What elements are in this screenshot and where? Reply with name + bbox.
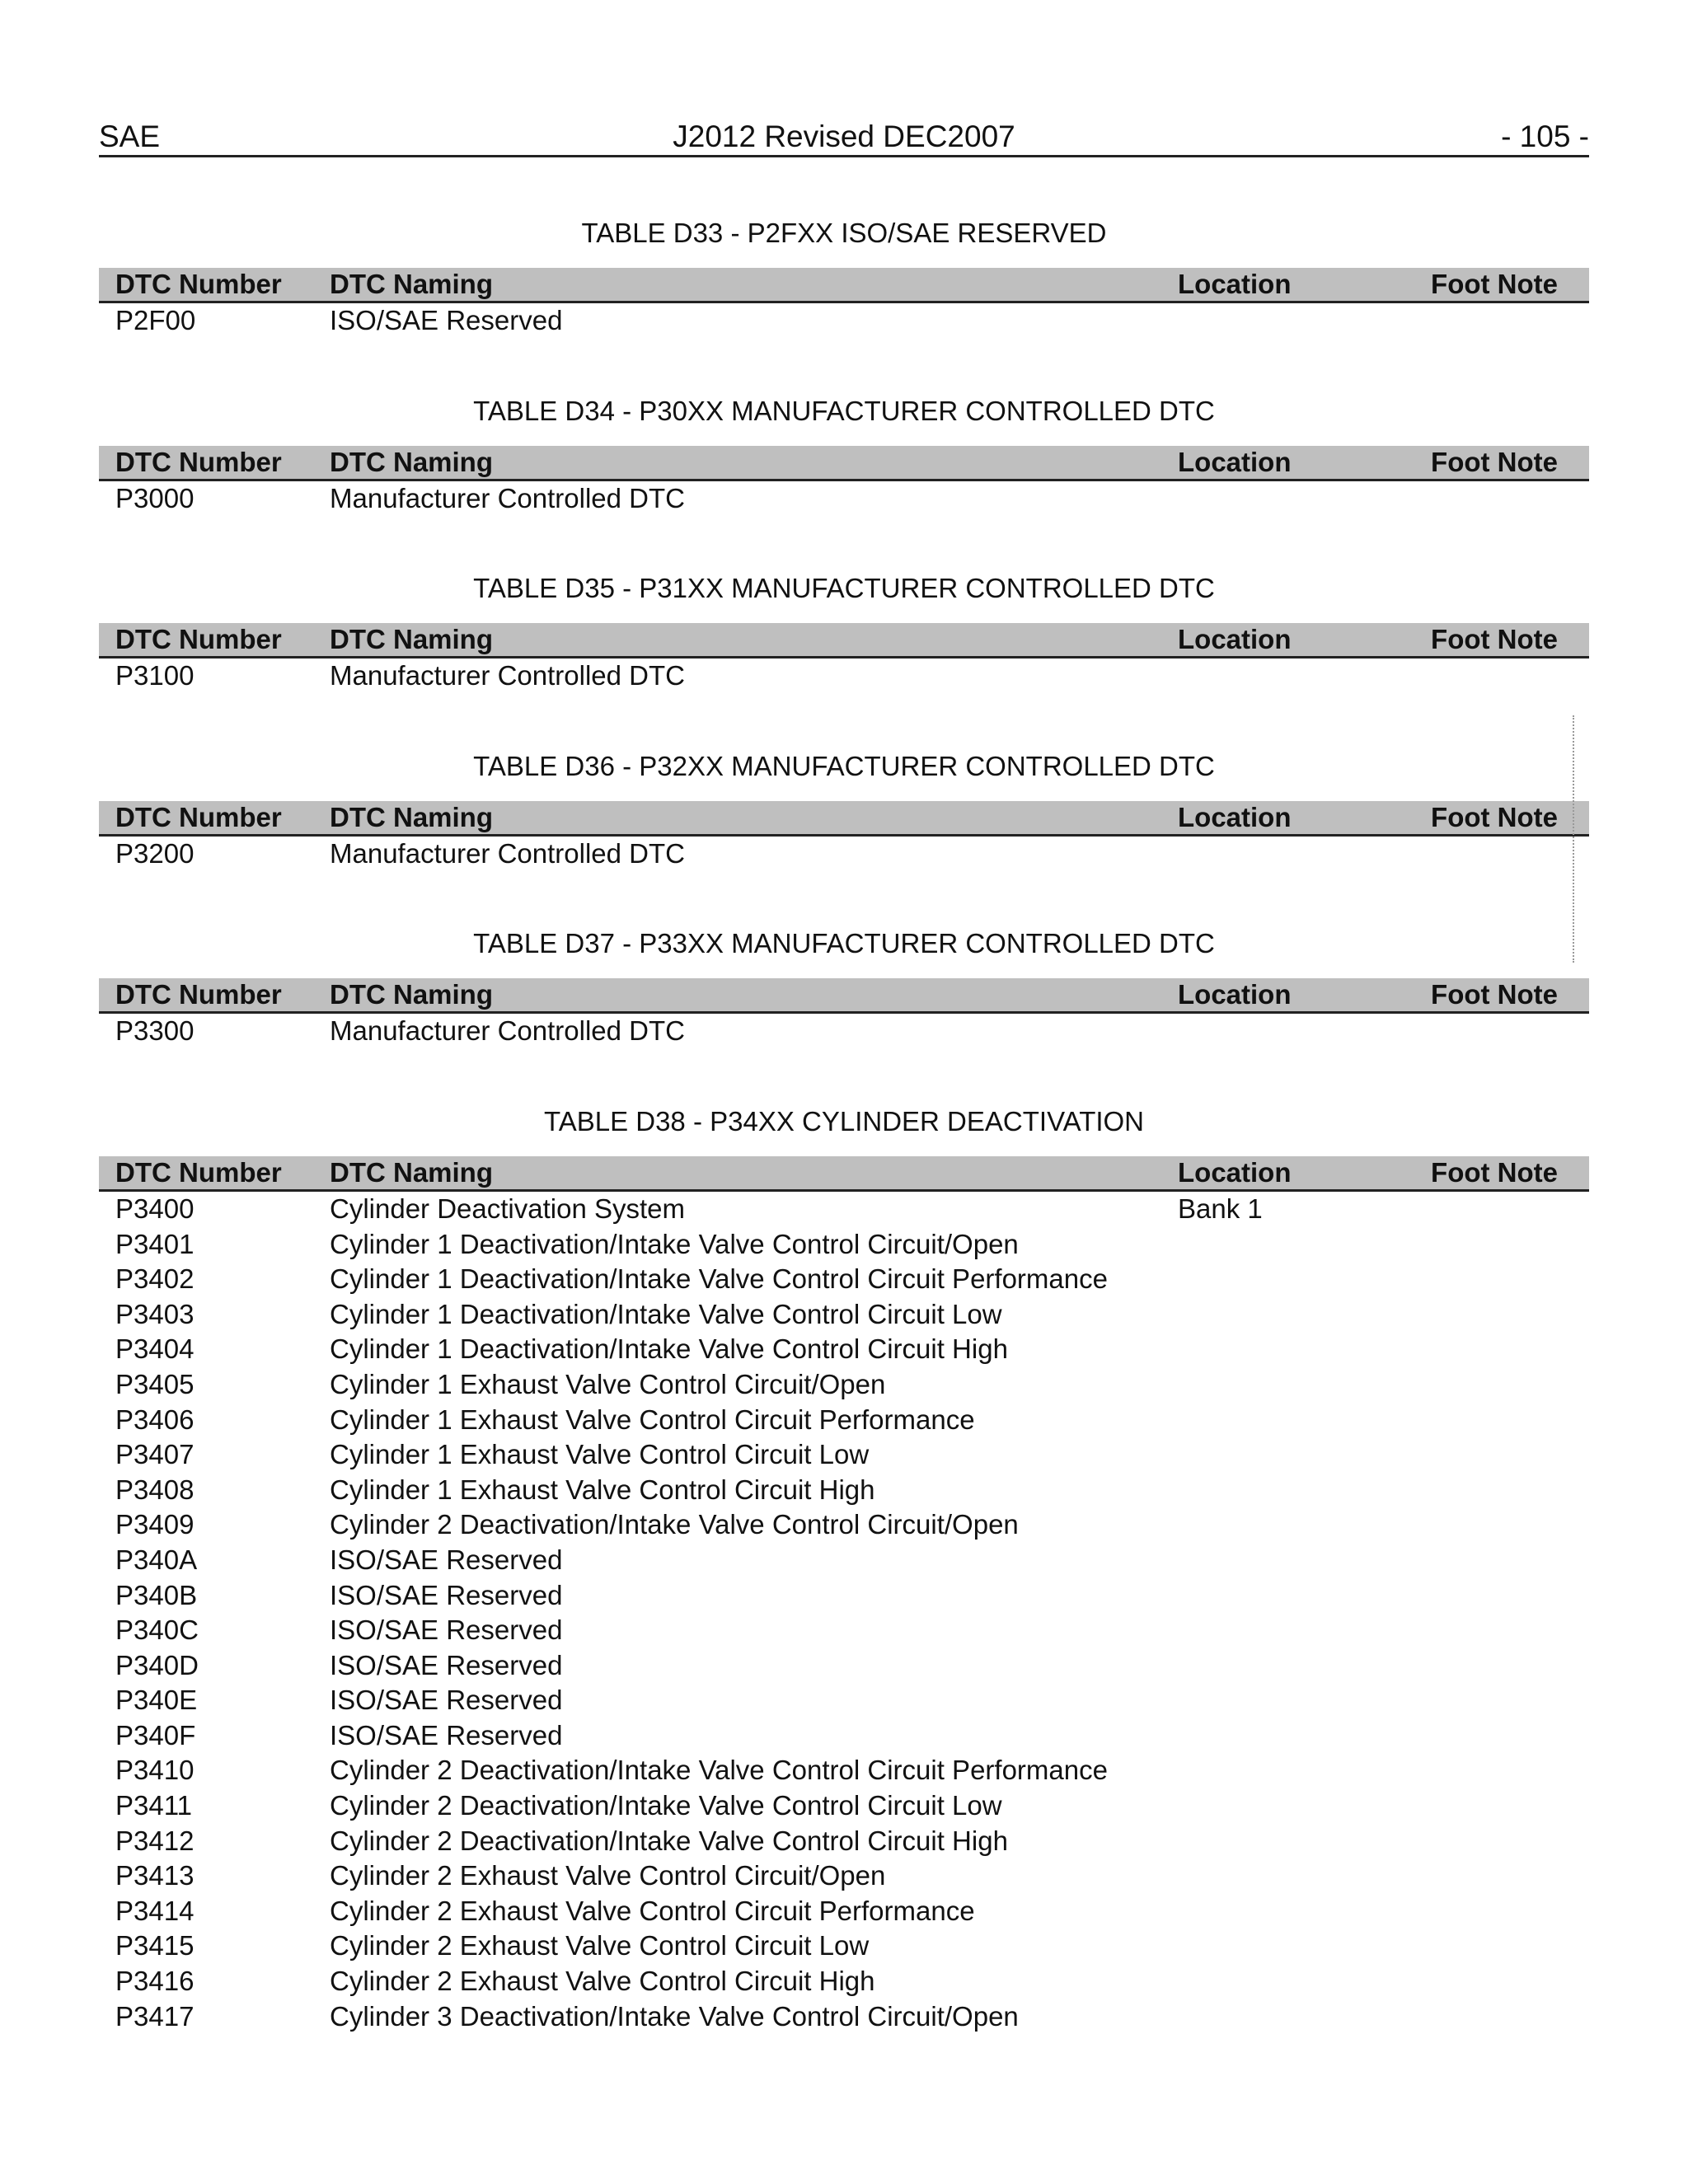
table-row	[99, 1613, 1589, 1648]
location-cell	[1178, 1227, 1408, 1263]
location-cell	[1178, 658, 1408, 694]
foot-note-cell	[1408, 1473, 1589, 1508]
header-doc-id: J2012 Revised DEC2007	[673, 120, 1015, 153]
dtc-naming-cell: ISO/SAE Reserved	[330, 1719, 563, 1750]
dtc-naming-cell: Cylinder 2 Deactivation/Intake Valve Control Circuit High	[330, 1825, 1008, 1856]
foot-note-cell	[1408, 1894, 1589, 1929]
location-cell	[1178, 1824, 1408, 1859]
foot-note-cell	[1408, 302, 1589, 339]
location-cell	[1178, 1507, 1408, 1543]
dtc-naming-cell: Cylinder 1 Exhaust Valve Control Circuit Low	[330, 1439, 870, 1470]
location-cell	[1178, 1753, 1408, 1788]
foot-note-cell	[1408, 1753, 1589, 1788]
table-row	[99, 1964, 1589, 1999]
location-cell	[1178, 480, 1408, 516]
dtc-naming-cell: ISO/SAE Reserved	[330, 1685, 563, 1716]
location-cell	[1178, 302, 1408, 339]
dtc-table-block	[99, 750, 1589, 872]
dtc-number-cell: P3409	[115, 1509, 195, 1540]
header-page-number: - 105 -	[1501, 120, 1589, 153]
location-cell	[1178, 1964, 1408, 1999]
location-cell	[1178, 1683, 1408, 1718]
foot-note-cell	[1408, 1964, 1589, 1999]
location-cell	[1178, 1894, 1408, 1929]
dtc-naming-cell: ISO/SAE Reserved	[330, 1615, 563, 1646]
col-header-dtc-naming: DTC Naming	[330, 446, 1178, 480]
location-cell	[1178, 1367, 1408, 1403]
table-caption: TABLE D37 - P33XX MANUFACTURER CONTROLLED DTC	[473, 928, 1215, 959]
col-header-dtc-naming: DTC Naming	[330, 623, 1178, 658]
dtc-table	[99, 446, 1589, 517]
dtc-naming-cell: Manufacturer Controlled DTC	[330, 1015, 685, 1047]
table-caption: TABLE D36 - P32XX MANUFACTURER CONTROLLED DTC	[473, 750, 1215, 781]
table-row	[99, 1507, 1589, 1543]
location-cell	[1178, 1613, 1408, 1648]
col-header-dtc-naming: DTC Naming	[330, 268, 1178, 302]
location-cell	[1178, 835, 1408, 871]
foot-note-cell	[1408, 480, 1589, 516]
table-row	[99, 835, 1589, 871]
table-row	[99, 1858, 1589, 1894]
col-header-location: Location	[1178, 268, 1408, 302]
dtc-naming-cell: Cylinder 2 Exhaust Valve Control Circuit Low	[330, 1930, 870, 1961]
col-header-dtc-number: DTC Number	[99, 801, 330, 836]
table-caption: TABLE D35 - P31XX MANUFACTURER CONTROLLED DTC	[473, 573, 1215, 604]
col-header-dtc-naming: DTC Naming	[330, 978, 1178, 1013]
dtc-number-cell: P3100	[115, 660, 195, 691]
table-header-row	[99, 623, 1589, 658]
foot-note-cell	[1408, 1648, 1589, 1684]
dtc-number-cell: P3407	[115, 1439, 195, 1470]
col-header-dtc-number: DTC Number	[99, 978, 330, 1013]
dtc-number-cell: P340D	[115, 1649, 199, 1680]
location-cell	[1178, 1403, 1408, 1438]
dtc-naming-cell: Cylinder 2 Exhaust Valve Control Circuit Performance	[330, 1895, 975, 1926]
col-header-foot-note: Foot Note	[1408, 801, 1589, 836]
foot-note-cell	[1408, 1367, 1589, 1403]
dtc-naming-cell: Cylinder 2 Deactivation/Intake Valve Control Circuit Performance	[330, 1755, 1108, 1786]
table-header-row	[99, 978, 1589, 1013]
table-row	[99, 1929, 1589, 1964]
table-row	[99, 1648, 1589, 1684]
location-cell	[1178, 1262, 1408, 1297]
foot-note-cell	[1408, 1013, 1589, 1049]
table-row	[99, 1013, 1589, 1049]
table-header-row	[99, 801, 1589, 836]
dtc-naming-cell: Cylinder 1 Exhaust Valve Control Circuit Performance	[330, 1404, 975, 1435]
table-row	[99, 1262, 1589, 1297]
foot-note-cell	[1408, 835, 1589, 871]
table-row	[99, 1332, 1589, 1367]
dtc-number-cell: P3404	[115, 1333, 195, 1365]
dtc-naming-cell: Cylinder 1 Exhaust Valve Control Circuit/Open	[330, 1368, 886, 1399]
table-row	[99, 302, 1589, 339]
dtc-number-cell: P3300	[115, 1015, 195, 1047]
foot-note-cell	[1408, 1297, 1589, 1333]
table-header-row	[99, 1156, 1589, 1191]
dtc-naming-cell: ISO/SAE Reserved	[330, 1649, 563, 1680]
col-header-foot-note: Foot Note	[1408, 1156, 1589, 1191]
dtc-number-cell: P3415	[115, 1930, 195, 1961]
dtc-table-block	[99, 395, 1589, 517]
dtc-number-cell: P3411	[115, 1790, 192, 1821]
dtc-number-cell: P3402	[115, 1263, 195, 1295]
foot-note-cell	[1408, 1718, 1589, 1754]
dtc-table-block	[99, 217, 1589, 339]
dtc-naming-cell: Manufacturer Controlled DTC	[330, 837, 685, 869]
location-cell	[1178, 1013, 1408, 1049]
col-header-dtc-naming: DTC Naming	[330, 1156, 1178, 1191]
col-header-location: Location	[1178, 446, 1408, 480]
table-row	[99, 1473, 1589, 1508]
dtc-number-cell: P340B	[115, 1579, 198, 1610]
dtc-number-cell: P3413	[115, 1860, 195, 1891]
col-header-dtc-number: DTC Number	[99, 1156, 330, 1191]
location-cell	[1178, 1929, 1408, 1964]
dtc-number-cell: P3403	[115, 1298, 195, 1329]
col-header-foot-note: Foot Note	[1408, 978, 1589, 1013]
foot-note-cell	[1408, 1929, 1589, 1964]
dtc-naming-cell: Cylinder 1 Deactivation/Intake Valve Control Circuit High	[330, 1333, 1008, 1365]
table-row	[99, 1190, 1589, 1226]
location-cell	[1178, 1578, 1408, 1614]
location-cell	[1178, 1788, 1408, 1824]
table-row	[99, 1683, 1589, 1718]
table-row	[99, 658, 1589, 694]
dtc-number-cell: P3000	[115, 482, 195, 513]
table-row	[99, 1543, 1589, 1578]
dtc-naming-cell: Cylinder 1 Deactivation/Intake Valve Control Circuit Low	[330, 1298, 1002, 1329]
table-caption: TABLE D38 - P34XX CYLINDER DEACTIVATION	[543, 1105, 1145, 1137]
table-row	[99, 1297, 1589, 1333]
col-header-dtc-number: DTC Number	[99, 268, 330, 302]
dtc-naming-cell: ISO/SAE Reserved	[330, 1544, 563, 1575]
foot-note-cell	[1408, 1788, 1589, 1824]
table-header-row	[99, 446, 1589, 480]
foot-note-cell	[1408, 1262, 1589, 1297]
dtc-table-block	[99, 927, 1589, 1049]
page-header	[99, 115, 1589, 157]
location-cell	[1178, 1473, 1408, 1508]
dtc-naming-cell: Cylinder 2 Exhaust Valve Control Circuit High	[330, 1966, 875, 1997]
location-cell	[1178, 1999, 1408, 2035]
location-cell	[1178, 1718, 1408, 1754]
dtc-number-cell: P3400	[115, 1193, 195, 1224]
table-row	[99, 1403, 1589, 1438]
foot-note-cell	[1408, 1613, 1589, 1648]
dtc-number-cell: P340A	[115, 1544, 198, 1575]
table-row	[99, 1718, 1589, 1754]
col-header-location: Location	[1178, 978, 1408, 1013]
dtc-table	[99, 978, 1589, 1049]
table-row	[99, 1753, 1589, 1788]
dtc-table	[99, 268, 1589, 339]
dtc-number-cell: P3200	[115, 837, 195, 869]
col-header-foot-note: Foot Note	[1408, 268, 1589, 302]
header-org: SAE	[99, 120, 161, 153]
dtc-number-cell: P3408	[115, 1474, 195, 1505]
foot-note-cell	[1408, 1683, 1589, 1718]
dtc-number-cell: P3414	[115, 1895, 195, 1926]
dtc-naming-cell: Manufacturer Controlled DTC	[330, 660, 685, 691]
col-header-location: Location	[1178, 801, 1408, 836]
foot-note-cell	[1408, 1190, 1589, 1226]
document-page	[99, 115, 1589, 2034]
dtc-naming-cell: Cylinder Deactivation System	[330, 1193, 685, 1224]
dtc-number-cell: P2F00	[115, 305, 196, 335]
location-cell: Bank 1	[1178, 1193, 1263, 1224]
tables-container	[99, 217, 1589, 2034]
table-row	[99, 480, 1589, 516]
col-header-foot-note: Foot Note	[1408, 446, 1589, 480]
dtc-naming-cell: Cylinder 3 Deactivation/Intake Valve Control Circuit/Open	[330, 2000, 1019, 2032]
foot-note-cell	[1408, 1403, 1589, 1438]
dtc-number-cell: P3410	[115, 1755, 195, 1786]
table-row	[99, 1824, 1589, 1859]
foot-note-cell	[1408, 1999, 1589, 2035]
col-header-location: Location	[1178, 1156, 1408, 1191]
foot-note-cell	[1408, 1507, 1589, 1543]
dtc-number-cell: P340E	[115, 1685, 198, 1716]
table-row	[99, 1437, 1589, 1473]
dtc-naming-cell: ISO/SAE Reserved	[330, 305, 563, 335]
table-row	[99, 1367, 1589, 1403]
col-header-dtc-number: DTC Number	[99, 623, 330, 658]
foot-note-cell	[1408, 1332, 1589, 1367]
location-cell	[1178, 1332, 1408, 1367]
col-header-foot-note: Foot Note	[1408, 623, 1589, 658]
table-caption: TABLE D33 - P2FXX ISO/SAE RESERVED	[581, 218, 1107, 248]
dtc-naming-cell: ISO/SAE Reserved	[330, 1579, 563, 1610]
dtc-number-cell: P340F	[115, 1719, 196, 1750]
dtc-number-cell: P3416	[115, 1966, 195, 1997]
table-caption: TABLE D34 - P30XX MANUFACTURER CONTROLLED DTC	[473, 395, 1215, 426]
col-header-dtc-number: DTC Number	[99, 446, 330, 480]
dtc-table	[99, 1156, 1589, 2034]
dtc-naming-cell: Cylinder 1 Deactivation/Intake Valve Control Circuit/Open	[330, 1228, 1019, 1259]
col-header-location: Location	[1178, 623, 1408, 658]
dtc-number-cell: P3417	[115, 2000, 195, 2032]
col-header-dtc-naming: DTC Naming	[330, 801, 1178, 836]
foot-note-cell	[1408, 1543, 1589, 1578]
table-row	[99, 1788, 1589, 1824]
dtc-naming-cell: Cylinder 2 Deactivation/Intake Valve Control Circuit Low	[330, 1790, 1002, 1821]
table-row	[99, 1227, 1589, 1263]
foot-note-cell	[1408, 1227, 1589, 1263]
foot-note-cell	[1408, 1824, 1589, 1859]
table-header-row	[99, 268, 1589, 302]
dtc-naming-cell: Manufacturer Controlled DTC	[330, 482, 685, 513]
dtc-number-cell: P3405	[115, 1368, 195, 1399]
dtc-number-cell: P3406	[115, 1404, 195, 1435]
dtc-table	[99, 801, 1589, 872]
location-cell	[1178, 1437, 1408, 1473]
foot-note-cell	[1408, 658, 1589, 694]
dtc-naming-cell: Cylinder 1 Deactivation/Intake Valve Control Circuit Performance	[330, 1263, 1108, 1295]
dtc-number-cell: P3412	[115, 1825, 195, 1856]
dtc-number-cell: P3401	[115, 1228, 195, 1259]
scan-artifact	[1573, 715, 1578, 963]
table-row	[99, 1999, 1589, 2035]
location-cell	[1178, 1648, 1408, 1684]
dtc-number-cell: P340C	[115, 1615, 199, 1646]
dtc-naming-cell: Cylinder 2 Deactivation/Intake Valve Control Circuit/Open	[330, 1509, 1019, 1540]
location-cell	[1178, 1297, 1408, 1333]
dtc-table-block	[99, 572, 1589, 694]
dtc-table	[99, 623, 1589, 694]
dtc-table-block	[99, 1105, 1589, 2034]
dtc-naming-cell: Cylinder 2 Exhaust Valve Control Circuit/Open	[330, 1860, 886, 1891]
location-cell	[1178, 1543, 1408, 1578]
table-row	[99, 1578, 1589, 1614]
dtc-naming-cell: Cylinder 1 Exhaust Valve Control Circuit High	[330, 1474, 875, 1505]
foot-note-cell	[1408, 1858, 1589, 1894]
location-cell	[1178, 1858, 1408, 1894]
table-row	[99, 1894, 1589, 1929]
foot-note-cell	[1408, 1578, 1589, 1614]
foot-note-cell	[1408, 1437, 1589, 1473]
